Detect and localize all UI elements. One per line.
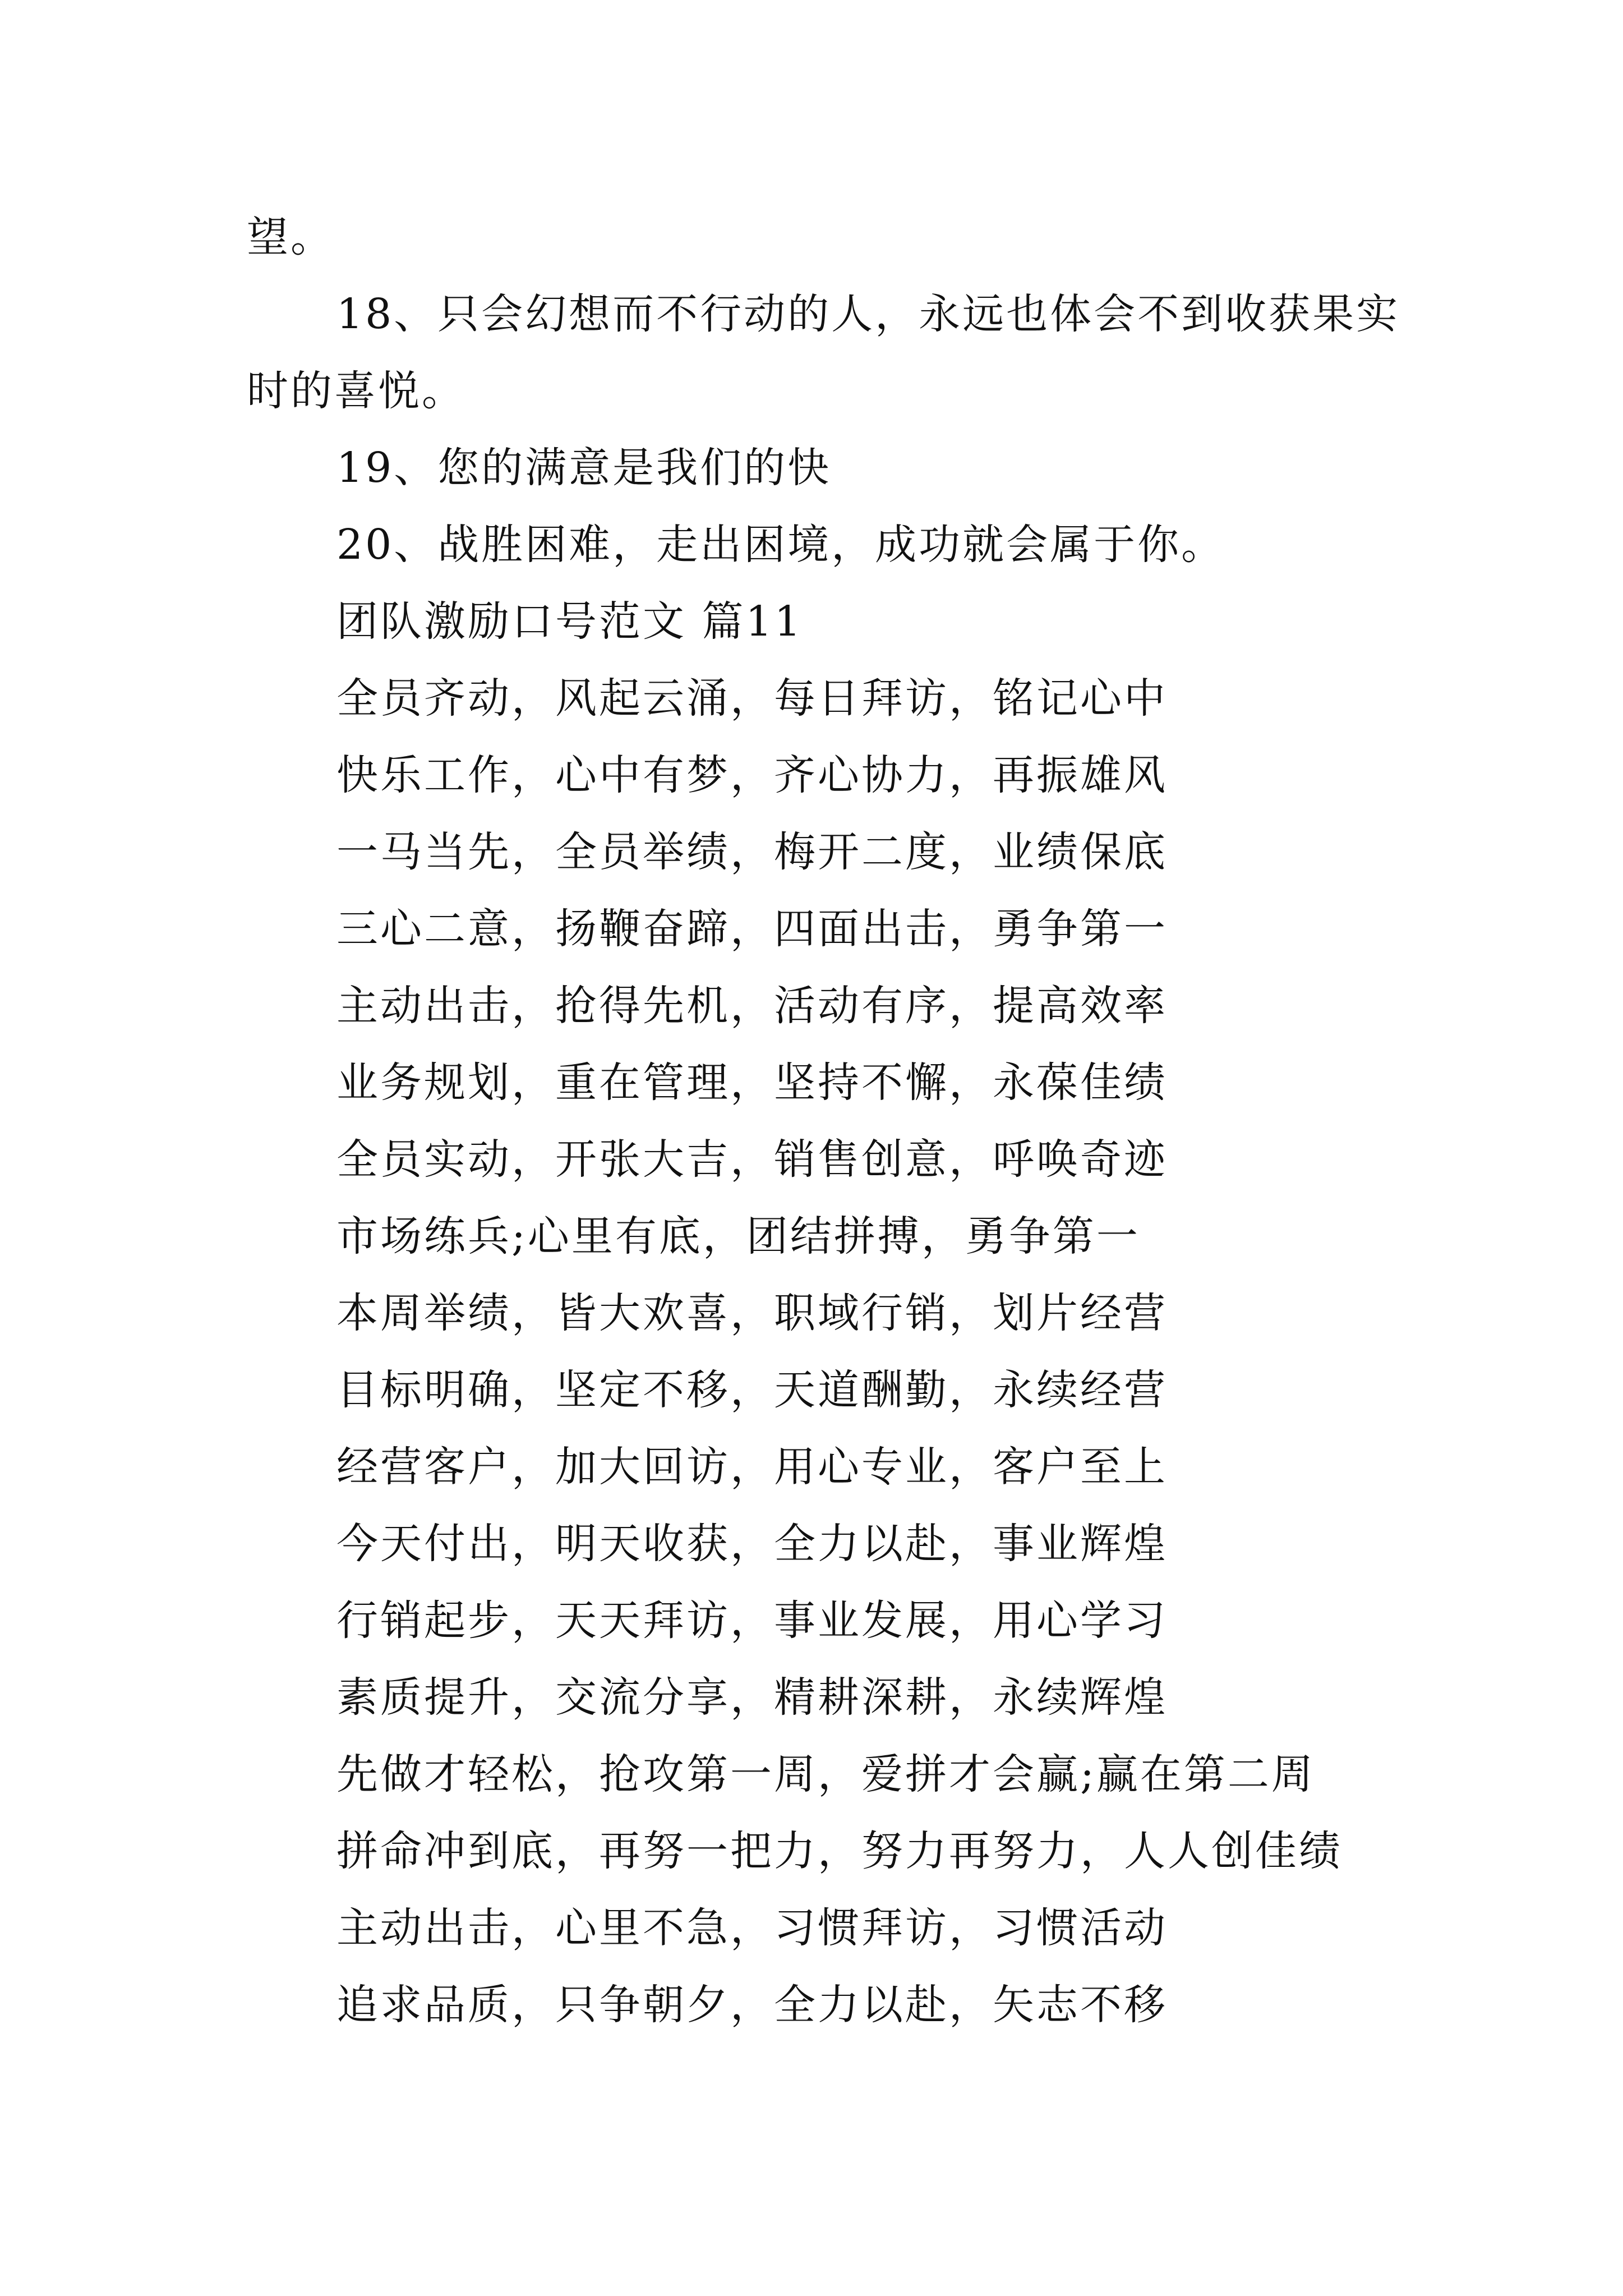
slogan-line: 全员齐动，风起云涌，每日拜访，铭记心中 <box>336 674 1168 723</box>
slogan-line: 目标明确，坚定不移，天道酬勤，永续经营 <box>336 1366 1168 1414</box>
text-line: 20、战胜困难，走出困境，成功就会属于你。 <box>336 521 1225 569</box>
slogan-line: 经营客户，加大回访，用心专业，客户至上 <box>336 1443 1168 1491</box>
slogan-line: 行销起步，天天拜访，事业发展，用心学习 <box>336 1596 1168 1645</box>
slogan-line: 追求品质，只争朝夕，全力以赴，矢志不移 <box>336 1981 1168 2029</box>
slogan-line: 业务规划，重在管理，坚持不懈，永葆佳绩 <box>336 1059 1168 1107</box>
slogan-line: 主动出击，抢得先机，活动有序，提高效率 <box>336 982 1168 1030</box>
document-body <box>247 199 1402 2044</box>
slogan-line: 快乐工作，心中有梦，齐心协力，再振雄风 <box>336 751 1168 799</box>
text-line: 望。 <box>247 213 334 261</box>
slogan-line: 三心二意，扬鞭奋蹄，四面出击，勇争第一 <box>336 905 1168 953</box>
text-line: 19、您的满意是我们的快 <box>336 444 832 492</box>
slogan-line: 主动出击，心里不急，习惯拜访，习惯活动 <box>336 1904 1168 1952</box>
slogan-line: 本周举绩，皆大欢喜，职域行销，划片经营 <box>336 1289 1168 1337</box>
slogan-line: 一马当先，全员举绩，梅开二度，业绩保底 <box>336 828 1168 876</box>
slogan-line: 素质提升，交流分享，精耕深耕，永续辉煌 <box>336 1673 1168 1722</box>
text-line: 时的喜悦。 <box>247 367 465 415</box>
slogan-line: 今天付出，明天收获，全力以赴，事业辉煌 <box>336 1520 1168 1568</box>
section-heading: 团队激励口号范文 篇11 <box>336 597 803 646</box>
slogan-line: 市场练兵;心里有底，团结拼搏，勇争第一 <box>336 1212 1140 1260</box>
slogan-line: 拼命冲到底，再努一把力，努力再努力，人人创佳绩 <box>336 1827 1343 1875</box>
slogan-line: 先做才轻松，抢攻第一周，爱拼才会赢;赢在第二周 <box>336 1750 1315 1798</box>
text-line: 18、只会幻想而不行动的人，永远也体会不到收获果实 <box>336 290 1400 338</box>
slogan-line: 全员实动，开张大吉，销售创意，呼唤奇迹 <box>336 1135 1168 1184</box>
